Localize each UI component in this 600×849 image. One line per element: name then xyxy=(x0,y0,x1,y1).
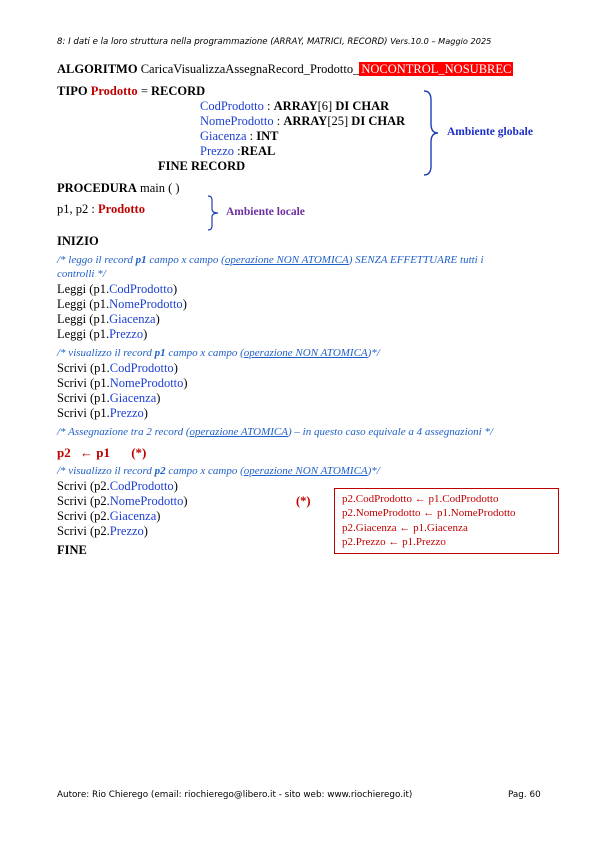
stmt-post: ) xyxy=(156,509,161,523)
field-dim: [6] xyxy=(317,99,333,113)
stmt-post: ) xyxy=(173,479,178,493)
comment-text: ) – in questo caso equivale a 4 assegnazioni */ xyxy=(288,426,494,438)
stmt-pre: Leggi (p1. xyxy=(57,297,110,311)
arrow-left-icon: ← xyxy=(79,445,93,460)
note-line: p2.Prezzo ← p1.Prezzo xyxy=(342,535,446,548)
stmt-field: Prezzo xyxy=(109,327,144,341)
algoritmo-keyword: ALGORITMO xyxy=(57,62,138,76)
tipo-keyword: TIPO xyxy=(57,84,88,98)
comment-text: )*/ xyxy=(367,465,380,477)
stmt-field: CodProdotto xyxy=(109,282,173,296)
stmt-pre: Scrivi (p1. xyxy=(57,391,110,405)
procedura-name: main ( ) xyxy=(136,181,180,195)
stmt-pre: Scrivi (p2. xyxy=(57,509,110,523)
scrivi-line xyxy=(57,494,188,509)
vars-line xyxy=(57,202,145,217)
comment-text: /* visualizzo il record xyxy=(57,465,155,477)
comment-show-p2 xyxy=(57,464,380,478)
stmt-post: ) xyxy=(172,282,178,296)
assign-mark: (*) xyxy=(131,445,147,460)
stmt-field: CodProdotto xyxy=(109,479,174,493)
record-field xyxy=(200,99,389,114)
note-line: p2.Giacenza ← p1.Giacenza xyxy=(342,521,468,534)
stmt-pre: Scrivi (p1. xyxy=(57,376,110,390)
header-version: Vers.10.0 – Maggio 2025 xyxy=(390,36,492,46)
field-type: ARRAY xyxy=(283,114,328,128)
page-number: Pag. 60 xyxy=(508,790,541,800)
field-name: CodProdotto xyxy=(200,99,264,113)
scrivi-line xyxy=(57,376,188,391)
field-sep: : xyxy=(263,99,274,113)
comment-show-p1 xyxy=(57,346,380,360)
stmt-field: NomeProdotto xyxy=(109,494,184,508)
comment-text: campo x campo ( xyxy=(165,465,244,477)
stmt-pre: Leggi (p1. xyxy=(57,327,110,341)
stmt-pre: Scrivi (p1. xyxy=(57,406,110,420)
stmt-field: Prezzo xyxy=(109,406,144,420)
stmt-pre: Scrivi (p2. xyxy=(57,479,110,493)
stmt-post: ) xyxy=(143,406,148,420)
stmt-field: CodProdotto xyxy=(109,361,174,375)
algoritmo-name: CaricaVisualizzaAssegnaRecord_Prodotto_ xyxy=(140,62,360,76)
stmt-field: Giacenza xyxy=(109,312,156,326)
page-header xyxy=(57,36,491,47)
comment-record: p2 xyxy=(154,465,166,477)
stmt-field: NomeProdotto xyxy=(109,376,184,390)
stmt-post: ) xyxy=(182,297,187,311)
scrivi-line xyxy=(57,391,160,406)
scrivi-line xyxy=(57,479,178,494)
stmt-post: ) xyxy=(155,312,160,326)
comment-text: campo x campo ( xyxy=(165,347,244,359)
assign-rhs: p1 xyxy=(96,445,110,460)
env-local-label: Ambiente locale xyxy=(226,206,305,218)
algoritmo-tag: NOCONTROL_NOSUBREC xyxy=(361,62,512,76)
comment-text: /* leggo il record xyxy=(57,254,136,266)
field-name: NomeProdotto xyxy=(200,114,274,128)
leggi-line xyxy=(57,327,147,342)
footer-author: Autore: Rio Chierego (email: riochierego@libero.it - sito web: www.riochierego.it) xyxy=(57,790,413,800)
leggi-line xyxy=(57,297,187,312)
fine-record: FINE RECORD xyxy=(158,159,246,173)
stmt-field: Giacenza xyxy=(109,509,157,523)
stmt-pre: Scrivi (p2. xyxy=(57,494,110,508)
stmt-post: ) xyxy=(143,524,148,538)
field-type: ARRAY xyxy=(273,99,318,113)
stmt-pre: Leggi (p1. xyxy=(57,312,110,326)
comment-op: operazione NON ATOMICA xyxy=(243,465,368,477)
field-sep: : xyxy=(273,114,284,128)
comment-op: operazione NON ATOMICA xyxy=(224,254,349,266)
comment-assign xyxy=(57,425,493,439)
procedura-keyword: PROCEDURA xyxy=(57,181,137,195)
scrivi-line xyxy=(57,524,148,539)
stmt-post: ) xyxy=(183,494,188,508)
note-line: p2.NomeProdotto ← p1.NomeProdotto xyxy=(342,507,516,520)
comment-text: /* visualizzo il record xyxy=(57,347,155,359)
algoritmo-line xyxy=(57,62,513,77)
note-mark: (*) xyxy=(296,494,311,508)
stmt-field: Giacenza xyxy=(109,391,157,405)
tipo-name: Prodotto xyxy=(90,84,138,98)
leggi-line xyxy=(57,282,177,297)
stmt-post: ) xyxy=(183,376,188,390)
inizio-keyword: INIZIO xyxy=(57,234,99,248)
assignment-note-box xyxy=(334,488,559,554)
field-dim: [25] xyxy=(327,114,349,128)
env-global-label: Ambiente globale xyxy=(447,126,533,138)
scrivi-line xyxy=(57,361,178,376)
vars-list: p1, p2 : xyxy=(57,202,98,216)
stmt-field: NomeProdotto xyxy=(109,297,183,311)
stmt-pre: Scrivi (p2. xyxy=(57,524,110,538)
field-name: Prezzo xyxy=(200,144,235,158)
stmt-post: ) xyxy=(143,327,148,341)
record-field xyxy=(200,129,278,144)
field-of: DI CHAR xyxy=(348,114,406,128)
field-name: Giacenza xyxy=(200,129,247,143)
field-type: INT xyxy=(256,129,279,143)
scrivi-line xyxy=(57,509,160,524)
header-title: 8: I dati e la loro struttura nella programmazione (ARRAY, MATRICI, RECORD) xyxy=(57,37,388,47)
comment-read-line2: controlli */ xyxy=(57,268,106,280)
stmt-field: Prezzo xyxy=(109,524,144,538)
tipo-equals: = xyxy=(137,84,151,98)
comment-op: operazione ATOMICA xyxy=(189,426,288,438)
comment-text: campo x campo ( xyxy=(146,254,225,266)
comment-text: /* Assegnazione tra 2 record ( xyxy=(57,426,190,438)
vars-type: Prodotto xyxy=(97,202,145,216)
leggi-line xyxy=(57,312,160,327)
comment-text: ) SENZA EFFETTUARE tutti i xyxy=(348,254,484,266)
tipo-line xyxy=(57,84,205,99)
assign-line xyxy=(57,445,146,460)
note-line: p2.CodProdotto ← p1.CodProdotto xyxy=(342,493,499,505)
comment-record: p1 xyxy=(154,347,166,359)
global-brace-icon xyxy=(422,90,440,176)
comment-record: p1 xyxy=(135,254,147,266)
comment-op: operazione NON ATOMICA xyxy=(243,347,368,359)
comment-read-line1 xyxy=(57,253,484,267)
tipo-record: RECORD xyxy=(151,84,206,98)
stmt-pre: Leggi (p1. xyxy=(57,282,110,296)
record-field xyxy=(200,114,405,129)
scrivi-line xyxy=(57,406,148,421)
field-type: REAL xyxy=(240,144,276,158)
comment-text: )*/ xyxy=(367,347,380,359)
stmt-pre: Scrivi (p1. xyxy=(57,361,110,375)
procedura-line xyxy=(57,181,180,196)
stmt-post: ) xyxy=(156,391,161,405)
field-sep: : xyxy=(246,129,257,143)
assign-lhs: p2 xyxy=(57,445,71,460)
field-of: DI CHAR xyxy=(332,99,390,113)
fine-keyword: FINE xyxy=(57,543,87,557)
local-brace-icon xyxy=(206,195,220,231)
record-field xyxy=(200,144,275,159)
field-sep: : xyxy=(234,144,241,158)
stmt-post: ) xyxy=(173,361,178,375)
